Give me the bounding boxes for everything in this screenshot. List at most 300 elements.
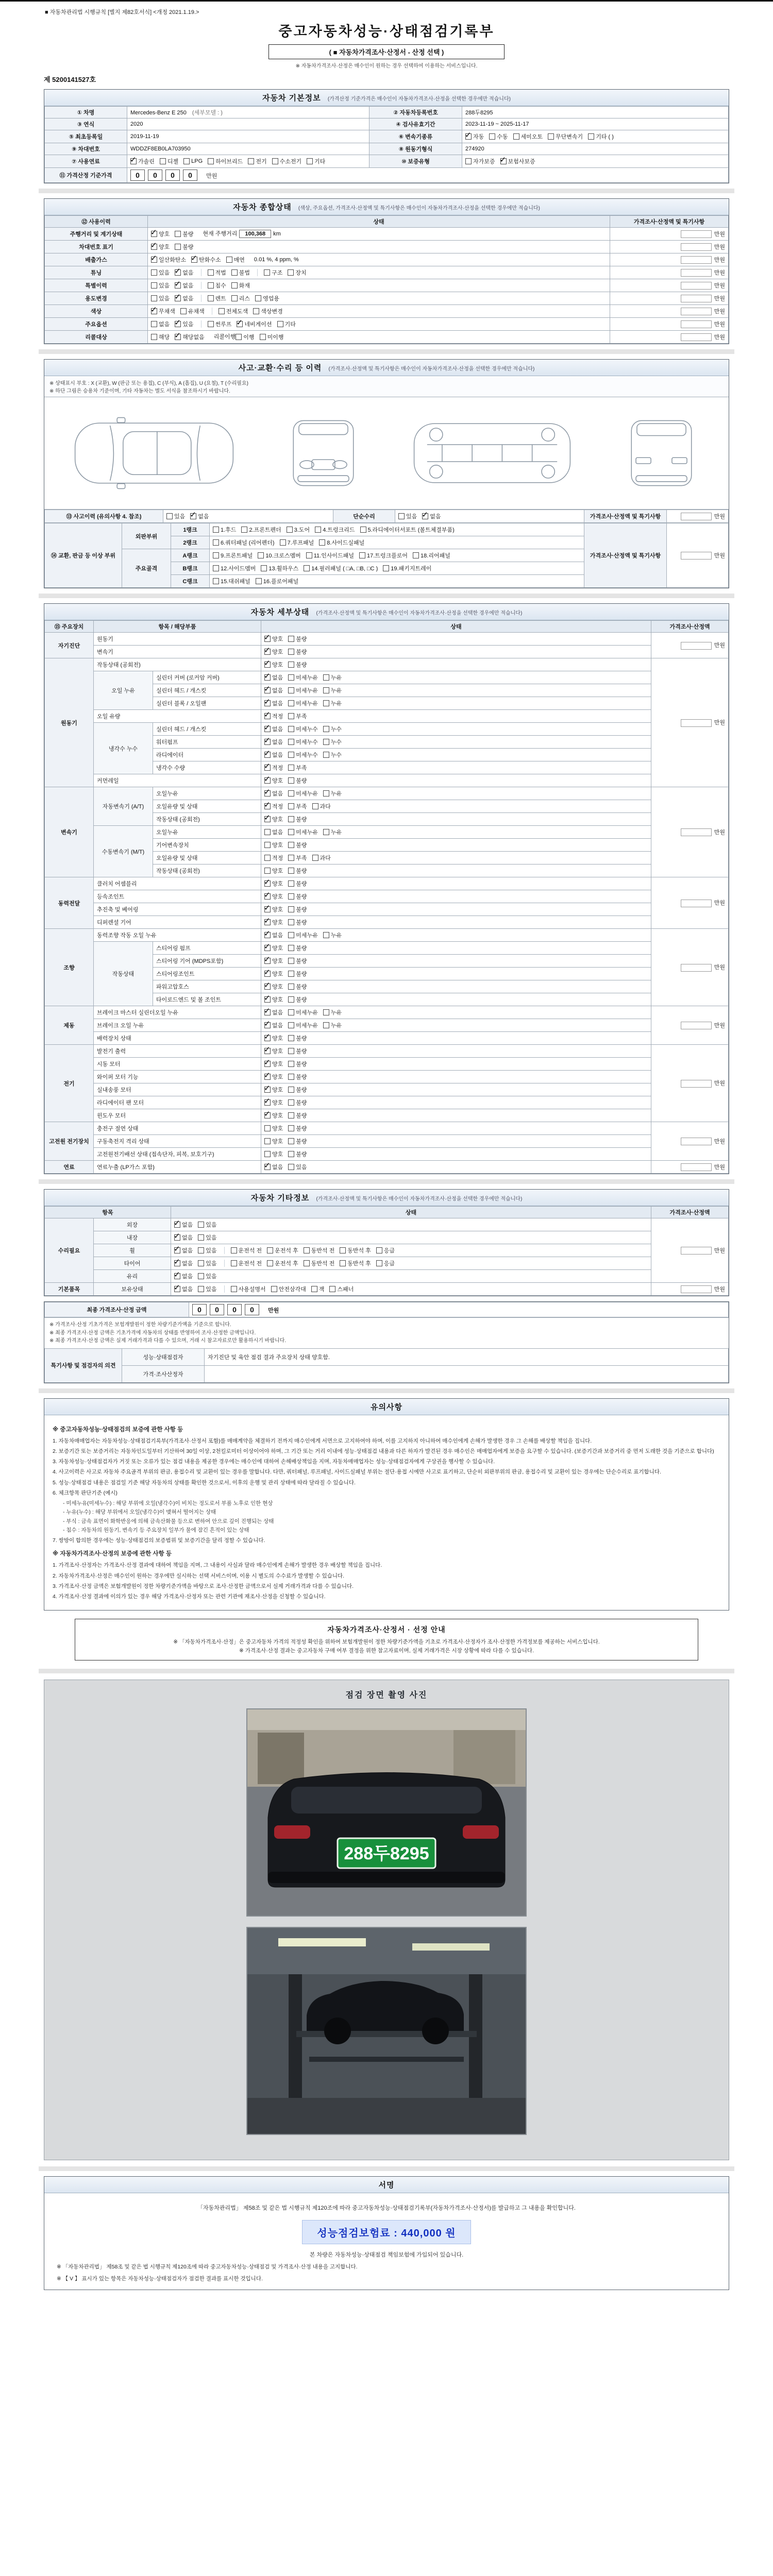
checkbox-icon (359, 552, 365, 558)
checkbox-unchecked (288, 802, 307, 810)
item-name: 연료누출 (LP가스 포함) (94, 1161, 261, 1174)
section-divider (39, 1388, 734, 1393)
checkbox-unchecked (231, 281, 250, 290)
col-item: 항목 (45, 1207, 171, 1218)
etc-item-status (171, 1244, 651, 1257)
checkbox-icon (500, 158, 507, 164)
section-detail-note: (가격조사·산정액 및 특기사항은 매수인이 자동차가격조사·산정을 선택한 경우에만 적습니다) (316, 611, 523, 617)
price-unit: 만원 (714, 1164, 725, 1171)
checkbox-label: 불량 (296, 1126, 307, 1132)
checkbox-label: 적정 (272, 714, 283, 720)
checkbox-unchecked (288, 1008, 318, 1016)
checkbox-unchecked (288, 1124, 307, 1132)
item-name: 구동축전지 격리 상태 (94, 1135, 261, 1148)
table-row (45, 1302, 729, 1317)
device-row (45, 1019, 729, 1032)
checkbox-unchecked (288, 854, 307, 862)
checkbox-icon (288, 674, 294, 681)
checkbox-checked (500, 157, 535, 165)
final-amount-table (44, 1302, 729, 1317)
checkbox-label: 있음 (159, 296, 170, 302)
checkbox-label: 불량 (296, 662, 307, 669)
warranty-type-label: ⑩ 보증유형 (369, 155, 462, 168)
checkbox-icon (264, 1035, 271, 1041)
checkbox-label: 없음 (182, 270, 194, 277)
table-row (45, 130, 729, 143)
device-row (45, 826, 729, 839)
device-row (45, 633, 729, 646)
footer-note-law: ※ 「자동차관리법」 제58조 및 같은 법 시행규칙 제120조에 따라 중고자동차성능·상태점검 및 가격조사·산정 내용을 고지합니다. (57, 2263, 358, 2270)
checkbox-icon (264, 1099, 271, 1106)
item-name: 변속기 (94, 646, 261, 658)
title-sub-note: ※ 자동차가격조사·산정은 매수인이 원하는 경우 선택하여 이용하는 서비스입니다. (295, 63, 478, 69)
checkbox-label: 양호 (272, 1061, 283, 1068)
checkbox-icon (213, 552, 219, 558)
checkbox-unchecked (323, 931, 342, 939)
checkbox-label: 부족 (296, 855, 307, 862)
item-name: 동력조향 작동 오일 누유 (94, 929, 261, 942)
opinion-author: 가격·조사산정자 (122, 1365, 205, 1382)
checkbox-label: 기타 (314, 159, 326, 165)
checkbox-checked (151, 230, 170, 238)
device-row (45, 710, 729, 723)
checkbox-checked (264, 1034, 283, 1042)
checkbox-label: LPG (191, 158, 203, 164)
item-name: 오일 유량 (94, 710, 261, 723)
usage-item-status (148, 228, 610, 241)
checkbox-label: 없음 (272, 1010, 283, 1016)
checkbox-unchecked (288, 673, 318, 682)
table-row (45, 168, 729, 183)
checkbox-icon (288, 893, 294, 900)
checkbox-label: 자가보증 (473, 159, 495, 165)
usage-history-row (45, 305, 729, 318)
checkbox-label: 네비게이션 (244, 321, 272, 328)
checkbox-label: 장치 (295, 270, 307, 277)
item-status (261, 916, 651, 929)
inspection-period-value: 2023-11-19 ~ 2025-11-17 (462, 118, 729, 130)
checkbox-unchecked (323, 738, 342, 746)
checkbox-label: 없음 (272, 829, 283, 836)
checkbox-icon (213, 578, 219, 584)
status-extra-text: 0.01 %, 4 ppm, % (254, 257, 299, 263)
checkbox-group-divider (224, 1260, 225, 1267)
checkbox-unchecked (264, 854, 283, 862)
checkbox-unchecked (277, 320, 296, 328)
final-amount-value (189, 1302, 729, 1317)
price-cell (610, 266, 729, 279)
item-status (261, 1071, 651, 1083)
checkbox-unchecked (398, 512, 417, 520)
checkbox-label: 누유 (330, 675, 342, 682)
subgroup-name: 자동변속기 (A/T) (94, 787, 153, 826)
checkbox-label: 스패너 (337, 1286, 354, 1293)
checkbox-unchecked (489, 132, 508, 141)
checkbox-unchecked (288, 1060, 307, 1068)
panel-rank-table (44, 523, 729, 588)
checkbox-unchecked (267, 1246, 298, 1255)
checkbox-icon (264, 687, 271, 693)
checkbox-icon (329, 1286, 335, 1292)
device-row (45, 903, 729, 916)
item-status (261, 1161, 651, 1174)
notice-item: 2. 자동차가격조사·산정은 매수인이 원하는 경우에만 실시하는 선택 서비스이며, 이용 시 별도의 수수료가 발생할 수 있습니다. (53, 1572, 345, 1579)
checkbox-label: 매연 (233, 257, 245, 264)
checkbox-checked (264, 1060, 283, 1068)
checkbox-label: 불량 (296, 997, 307, 1004)
checkbox-label: 불량 (296, 778, 307, 785)
etc-item-name: 보유상태 (94, 1283, 171, 1296)
checkbox-unchecked (288, 841, 307, 849)
checkbox-checked (175, 268, 193, 277)
accident-history-label: ⑬ 사고이력 (유의사항 4. 참조) (45, 510, 163, 523)
checkbox-unchecked (213, 551, 253, 560)
item-status (261, 929, 651, 942)
checkbox-label: 5.라디에이터서포트 (볼트체결부품) (367, 527, 455, 534)
device-name: 자기진단 (45, 633, 94, 658)
warranty-type-options (462, 155, 729, 168)
item-name: 워터펌프 (153, 736, 261, 749)
section-overall-title: 자동차 종합상태 (색상, 주요옵션, 가격조사·산정액 및 특기사항은 매수인이 자동차가격조사·산정을 선택한 경우에만 적습니다) (44, 199, 729, 215)
checkbox-icon (288, 971, 294, 977)
item-status (261, 684, 651, 697)
checkbox-label: 17.트렁크플로어 (366, 553, 408, 560)
checkbox-unchecked (183, 158, 203, 164)
notice-subitem: - 부식 : 금속 표면이 화학반응에 의해 금속산화물 등으로 변하여 안으로 깊이 진행되는 상태 (63, 1518, 274, 1524)
checkbox-icon (288, 855, 294, 861)
title-sub-box: ( ■ 자동차가격조사·산정서 - 산정 선택 ) (268, 44, 505, 59)
checkbox-label: 양호 (272, 649, 283, 656)
item-status (261, 1096, 651, 1109)
lift-post-left (289, 1974, 302, 2108)
notice-subtitle-performance: ※ 중고자동차성능·상태점검의 보증에 관한 사항 등 (53, 1426, 183, 1433)
checkbox-checked (264, 660, 283, 669)
device-name: 제동 (45, 1006, 94, 1045)
checkbox-label: 없음 (430, 514, 441, 520)
notice-item: 4. 가격조사·산정 결과에 이의가 있는 경우 해당 가격조사·산정자 또는 관련 기관에 재조사·산정을 신청할 수 있습니다. (53, 1594, 326, 1600)
price-cell (610, 331, 729, 344)
checkbox-unchecked (288, 648, 307, 656)
checkbox-label: 전체도색 (226, 309, 248, 315)
final-amount-digits (192, 1308, 262, 1314)
checkbox-icon (304, 1260, 310, 1266)
item-name: 실린더 블록 / 오일팬 (153, 697, 261, 710)
checkbox-icon (175, 269, 181, 276)
etc-item-name: 외장 (94, 1218, 171, 1231)
price-cell (651, 1122, 729, 1161)
checkbox-label: 불량 (296, 958, 307, 965)
checkbox-icon (323, 687, 329, 693)
item-status (261, 1019, 651, 1032)
checkbox-checked (264, 712, 283, 720)
amount-box (681, 308, 712, 315)
fuel-options (127, 155, 369, 168)
checkbox-label: 양호 (272, 1113, 283, 1120)
item-status (261, 723, 651, 736)
device-row (45, 1032, 729, 1045)
usage-history-row (45, 292, 729, 305)
notice-item: 7. 쌍방이 합의한 경우에는 성능·상태점검의 보증범위 및 보증기간을 달리 정할 수 있습니다. (53, 1537, 265, 1544)
checkbox-unchecked (264, 867, 283, 875)
checkbox-label: 누수 (330, 739, 342, 746)
checkbox-label: 양호 (272, 881, 283, 888)
checkbox-unchecked (465, 157, 495, 165)
subgroup-name: 냉각수 누수 (94, 723, 153, 774)
checkbox-label: 불량 (296, 1113, 307, 1120)
checkbox-label: 해당 (159, 334, 170, 341)
checkbox-icon (219, 308, 225, 314)
price-unit: 만원 (714, 1286, 725, 1293)
checkbox-unchecked (213, 564, 256, 572)
checkbox-icon (264, 1112, 271, 1118)
checkbox-checked (174, 1285, 193, 1293)
checkbox-icon (264, 649, 271, 655)
etc-item-status (171, 1218, 651, 1231)
checkbox-icon (264, 726, 271, 732)
checkbox-icon (288, 662, 294, 668)
checkbox-icon (376, 1247, 382, 1253)
amount-box (681, 243, 712, 251)
usage-history-row (45, 228, 729, 241)
base-price-value (127, 168, 729, 183)
engine-type-label: ⑧ 원동기형식 (369, 143, 462, 155)
checkbox-unchecked (288, 905, 307, 913)
taillight-right (463, 1825, 499, 1839)
price-unit: 만원 (714, 642, 725, 649)
section-detail-title: 자동차 세부상태 (가격조사·산정액 및 특기사항은 매수인이 자동차가격조사·산정을 선택한 경우에만 적습니다) (44, 604, 729, 620)
checkbox-unchecked (264, 1124, 283, 1132)
price-cell (610, 241, 729, 253)
checkbox-unchecked (340, 1259, 371, 1267)
checkbox-unchecked (151, 281, 170, 290)
reg-number-label: ② 자동차등록번호 (369, 107, 462, 118)
checkbox-label: 11.인사이드패널 (313, 553, 354, 560)
checkbox-label: 13.휠하우스 (268, 566, 299, 572)
checkbox-label: 누유 (330, 1023, 342, 1029)
checkbox-unchecked (198, 1272, 216, 1280)
amount-digit: 0 (192, 1304, 207, 1315)
checkbox-label: 있음 (206, 1248, 217, 1255)
checkbox-icon (198, 1234, 204, 1241)
checkbox-label: 양호 (272, 662, 283, 669)
checkbox-label: 불량 (296, 907, 307, 913)
checkbox-label: 불량 (296, 1061, 307, 1068)
section-overall-note: (색상, 주요옵션, 가격조사·산정액 및 특기사항은 매수인이 자동차가격조사·산정을 선택한 경우에만 적습니다) (298, 206, 540, 211)
checkbox-icon (264, 636, 271, 642)
checkbox-icon (323, 700, 329, 706)
amount-box (681, 964, 712, 972)
price-cell (610, 305, 729, 318)
checkbox-label: 3.도어 (294, 527, 310, 534)
notice-item: 6. 체크항목 판단기준 (예시) (53, 1489, 117, 1496)
checkbox-unchecked (323, 699, 342, 707)
amount-box (681, 642, 712, 650)
section-signature (44, 2176, 729, 2290)
checkbox-unchecked (288, 892, 307, 901)
checkbox-icon (264, 906, 271, 912)
checkbox-label: 10.크로스멤버 (265, 553, 301, 560)
checkbox-label: 양호 (272, 920, 283, 926)
checkbox-checked (264, 995, 283, 1004)
checkbox-icon (465, 133, 472, 140)
checkbox-unchecked (208, 320, 232, 328)
usage-item-label: 리콜대상 (45, 331, 148, 344)
checkbox-icon (264, 816, 271, 822)
checkbox-label: 무채색 (159, 309, 175, 315)
checkbox-label: 19.패키지트레이 (391, 566, 432, 572)
checkbox-icon (513, 133, 519, 140)
checkbox-unchecked (288, 931, 318, 939)
checkbox-unchecked (323, 789, 342, 798)
checkbox-label: 양호 (272, 1151, 283, 1158)
usage-item-label: 특별이력 (45, 279, 148, 292)
item-status (261, 736, 651, 749)
checkbox-label: 불량 (296, 842, 307, 849)
item-status (261, 697, 651, 710)
checkbox-label: 양호 (272, 1126, 283, 1132)
checkbox-unchecked (304, 1259, 335, 1267)
checkbox-label: 양호 (272, 907, 283, 913)
checkbox-label: 불량 (296, 1048, 307, 1055)
checkbox-icon (264, 932, 271, 938)
checkbox-checked (264, 699, 283, 707)
accident-price-label: 가격조사·산정액 및 특기사항 (584, 510, 667, 523)
checkbox-unchecked (198, 1259, 216, 1267)
lift-post-right (469, 1974, 482, 2108)
device-row (45, 658, 729, 671)
usage-item-status (148, 266, 610, 279)
checkbox-label: 있음 (159, 283, 170, 290)
checkbox-label: 8.사이드실패널 (327, 540, 365, 547)
overall-condition-table (44, 215, 729, 344)
checkbox-checked (191, 256, 221, 264)
usage-history-row (45, 331, 729, 344)
item-status (261, 865, 651, 877)
opinion-author: 성능·상태점검자 (122, 1348, 205, 1365)
checkbox-checked (175, 281, 193, 290)
checkbox-label: 부족 (296, 765, 307, 772)
item-name: 시동 모터 (94, 1058, 261, 1071)
checkbox-label: 침수 (215, 283, 226, 290)
checkbox-unchecked (198, 1285, 216, 1293)
checkbox-label: 없음 (182, 1274, 193, 1280)
checkbox-label: 미세누유 (296, 1023, 318, 1029)
checkbox-unchecked (323, 828, 342, 836)
reg-number-value: 288두8295 (462, 107, 729, 118)
checkbox-icon (489, 133, 495, 140)
price-unit: 만원 (714, 1138, 725, 1145)
checkbox-group-divider (224, 1285, 225, 1293)
checkbox-label: 부족 (296, 714, 307, 720)
checkbox-icon (151, 269, 157, 276)
checkbox-unchecked (264, 828, 283, 836)
price-cell (651, 787, 729, 877)
etc-item-name: 타이어 (94, 1257, 171, 1270)
device-row (45, 1096, 729, 1109)
checkbox-icon (264, 842, 271, 848)
checkbox-icon (208, 269, 214, 276)
rankB-items (210, 562, 584, 575)
checkbox-unchecked (208, 294, 226, 302)
insurance-statement: 본 차량은 자동차성능·상태점검 책임보험에 가입되어 있습니다. (309, 2251, 464, 2258)
usage-item-label: 주요옵션 (45, 318, 148, 331)
checkbox-icon (288, 1048, 294, 1054)
checkbox-unchecked (548, 132, 583, 141)
checkbox-label: 불량 (296, 649, 307, 656)
checkbox-checked (264, 970, 283, 978)
mileage-value: 100,368 (239, 230, 271, 238)
checkbox-unchecked (231, 1285, 266, 1293)
item-status (261, 1109, 651, 1122)
checkbox-label: 없음 (272, 726, 283, 733)
usage-history-row (45, 266, 729, 279)
price-cell (610, 279, 729, 292)
notice-item: 5. 성능·상태점검 내용은 점검일 기준 해당 자동차의 상태를 확인한 것으로서, 이후의 운행 및 관리 상태에 따라 달라질 수 있습니다. (53, 1479, 356, 1486)
checkbox-label: 양호 (159, 244, 170, 251)
checkbox-icon (288, 649, 294, 655)
car-diagrams (44, 397, 729, 510)
checkbox-unchecked (175, 243, 193, 251)
checkbox-unchecked (288, 712, 307, 720)
checkbox-icon (304, 565, 310, 571)
amount-box (681, 1247, 712, 1255)
subgroup-name: 오일 누유 (94, 671, 153, 710)
checkbox-label: 양호 (272, 1036, 283, 1042)
device-name: 변속기 (45, 787, 94, 877)
checkbox-unchecked (288, 738, 318, 746)
checkbox-label: 색상변경 (261, 309, 283, 315)
checkbox-icon (323, 790, 329, 796)
device-name: 조향 (45, 929, 94, 1006)
checkbox-unchecked (288, 268, 306, 277)
notice-subitem: - 누유(누수) : 해당 부위에서 오일(냉각수)이 맺혀서 떨어지는 상태 (63, 1509, 216, 1516)
checkbox-unchecked (340, 1246, 371, 1255)
rankC-label: C랭크 (171, 575, 210, 588)
checkbox-label: 구조 (272, 270, 283, 277)
device-row (45, 646, 729, 658)
opinion-text (205, 1365, 729, 1382)
usage-item-label: 주행거리 및 계기상태 (45, 228, 148, 241)
checkbox-icon (311, 1286, 317, 1292)
basic-info-table (44, 106, 729, 183)
amount-box (681, 719, 712, 727)
item-status (261, 1083, 651, 1096)
checkbox-checked (264, 815, 283, 823)
device-row (45, 1083, 729, 1096)
checkbox-unchecked (329, 1285, 354, 1293)
checkbox-label: 불량 (182, 231, 194, 238)
checkbox-label: 양호 (272, 958, 283, 965)
checkbox-unchecked (288, 1073, 307, 1081)
section-basic-title: 자동차 기본정보 (가격산정 기준가격은 매수인이 자동차가격조사·산정을 선택한 경우에만 적습니다) (44, 90, 729, 106)
checkbox-label: 누수 (330, 752, 342, 759)
item-name: 작동상태 (공회전) (94, 658, 261, 671)
device-name: 전기 (45, 1045, 94, 1122)
checkbox-unchecked (376, 1259, 395, 1267)
checkbox-label: 양호 (272, 971, 283, 978)
checkbox-icon (258, 552, 264, 558)
checkbox-icon (174, 1273, 180, 1279)
checkbox-icon (271, 1286, 277, 1292)
checkbox-unchecked (219, 307, 248, 315)
item-status (261, 749, 651, 761)
checkbox-label: 불량 (296, 894, 307, 901)
checkbox-unchecked (315, 526, 355, 534)
checkbox-icon (264, 971, 271, 977)
checkbox-label: 18.리어패널 (421, 553, 450, 560)
item-status (261, 942, 651, 955)
amount-box (681, 256, 712, 264)
